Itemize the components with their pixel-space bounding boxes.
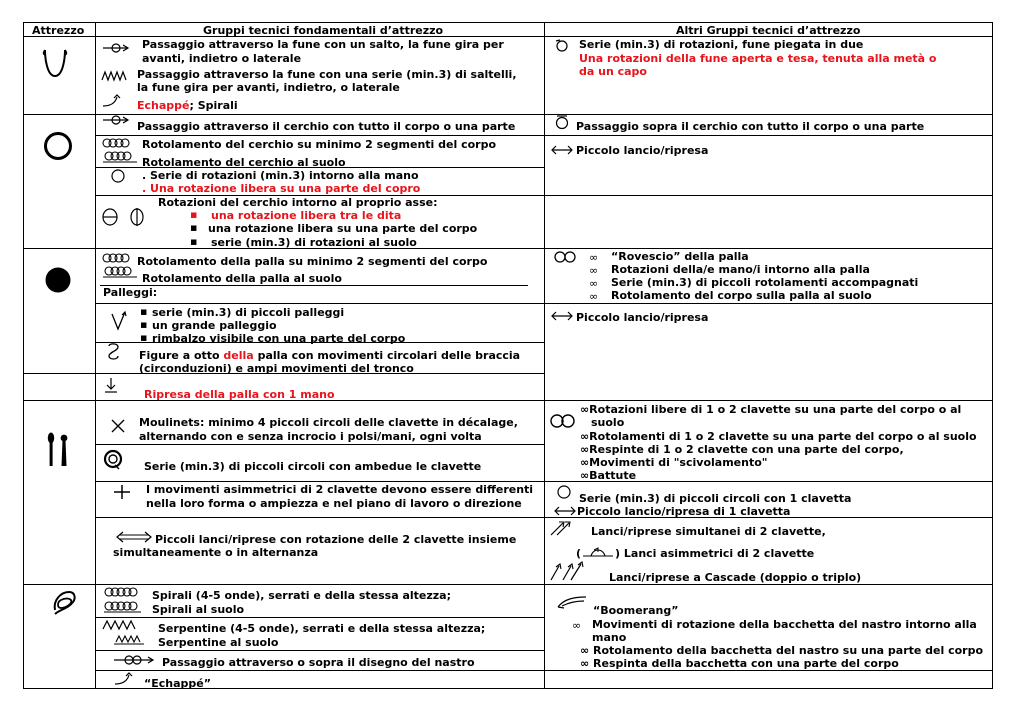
jump-through-icon (101, 42, 131, 54)
clavette-other-8: Piccolo lancio/ripresa di 1 clavetta (577, 505, 791, 518)
bounce-icon (110, 310, 128, 332)
clavette-other-10: ( ) Lanci asimmetrici di 2 clavette (576, 547, 815, 560)
infinity-bullet: ∞ (589, 264, 599, 277)
figure-eight-icon (106, 343, 122, 361)
echappe-icon (101, 94, 125, 108)
clavette-fund-2: alternando con e senza incrocio i polsi/mani, ogni volta (139, 430, 482, 443)
bullet: ▪ (190, 221, 198, 234)
rotations-icon (549, 413, 577, 429)
clavette-other-7: Serie (min.3) di piccoli circoli con 1 clavetta (579, 492, 852, 505)
throw-catch-icon (116, 531, 152, 543)
moulinet-icon (111, 419, 125, 433)
hoop-pass-through-icon (101, 114, 131, 126)
echappe-icon (113, 672, 137, 686)
palla-other-4: Rotolamento del corpo sulla palla al suolo (611, 289, 872, 302)
pass-through-drawing-icon (112, 654, 156, 666)
fune-fund-3: Passaggio attraverso la fune con una serie (min.3) di saltelli, (137, 68, 517, 81)
ball-roll-body-icon (101, 252, 135, 264)
clavette-fund-7: simultaneamente o in alternanza (113, 546, 319, 559)
grid-line (23, 22, 24, 688)
nastro-fund-3: Serpentine (4-5 onde), serrati e della stessa altezza; (158, 622, 486, 635)
asymmetric-icon (113, 484, 131, 500)
palla-other-3: Serie (min.3) di piccoli rotolamenti accompagnati (611, 276, 919, 289)
small-circles-icon (103, 449, 123, 471)
fune-fund-4: la fune gira per avanti, indietro, o laterale (137, 81, 400, 94)
palla-other-5: Piccolo lancio/ripresa (576, 311, 709, 324)
clavette-fund-3: Serie (min.3) di piccoli circoli con ambedue le clavette (144, 460, 482, 473)
cerchio-fund-9: serie (min.3) di rotazioni al suolo (211, 236, 417, 249)
clavette-fund-5: nella loro forma o ampiezza e nel piano di lavoro o direzione (146, 497, 522, 510)
bullet: ▪ (190, 235, 198, 248)
grid-line (23, 584, 993, 585)
cerchio-other-1: Passaggio sopra il cerchio con tutto il corpo o una parte (576, 120, 925, 133)
grid-line (95, 22, 96, 688)
spirals-icon (103, 586, 141, 598)
asymmetric-throw-icon (581, 547, 615, 558)
clavette-other-2: suolo (591, 416, 625, 429)
clavette-fund-1: Moulinets: minimo 4 piccoli circoli delle clavette in décalage, (139, 416, 518, 429)
grid-line (23, 22, 993, 23)
hoop-axis-rotation-icon (101, 208, 149, 226)
palla-fund-3: Palleggi: (103, 286, 158, 299)
infinity-bullet: ∞ (589, 251, 599, 264)
clavette-fund-4: I movimenti asimmetrici di 2 clavette devono essere differenti (146, 483, 534, 496)
clubs-icon (44, 432, 72, 468)
clavette-other-5: ∞Movimenti di "scivolamento" (580, 456, 768, 469)
infinity-bullet: ∞ (572, 619, 582, 632)
serpentine-floor-icon (102, 632, 146, 646)
pass-over-hoop-icon (554, 114, 570, 130)
hoop-hand-rotation-icon (110, 168, 126, 184)
rope-icon (42, 48, 68, 80)
header-other-groups: Altri Gruppi tecnici d’attrezzo (676, 24, 861, 37)
bullet: ▪ (190, 208, 198, 221)
cerchio-fund-4: . Serie di rotazioni (min.3) intorno alla mano (142, 169, 419, 182)
underline (100, 285, 528, 286)
simultaneous-throw-icon (549, 519, 573, 537)
nastro-other-3: mano (592, 631, 627, 644)
nastro-fund-6: “Echappé” (144, 677, 211, 690)
infinity-bullet: ∞ (589, 290, 599, 303)
cascade-throw-icon (549, 561, 589, 581)
nastro-other-2: Movimenti di rotazione della bacchetta del nastro intorno alla (592, 618, 977, 631)
palla-fund-2: Rotolamento della palla al suolo (142, 272, 342, 285)
cerchio-fund-5: . Una rotazione libera su una parte del copro (142, 182, 421, 195)
grid-line (544, 22, 545, 688)
bullet: ▪ (140, 305, 148, 318)
clavette-other-4: ∞Respinte di 1 o 2 clavette con una parte del corpo, (580, 443, 904, 456)
nastro-other-4: ∞ Rotolamento della bacchetta del nastro su una parte del corpo (580, 644, 984, 657)
nastro-fund-4: Serpentine al suolo (158, 636, 279, 649)
palla-fund-5: un grande palleggio (152, 319, 277, 332)
fune-other-2: Una rotazioni della fune aperta e tesa, tenuta alla metà o (579, 52, 937, 65)
throw-catch-icon (553, 505, 577, 517)
cerchio-fund-6: Rotazioni del cerchio intorno al proprio asse: (158, 196, 438, 209)
fune-fund-2: avanti, indietro o laterale (142, 52, 302, 65)
clavette-other-3: ∞Rotolamenti di 1 o 2 clavette su una parte del corpo o al suolo (580, 430, 977, 443)
folded-rope-rotation-icon (552, 39, 572, 53)
grid-line (23, 248, 993, 249)
cerchio-fund-1: Passaggio attraverso il cerchio con tutto il corpo o una parte (137, 120, 516, 133)
throw-catch-icon (550, 310, 574, 322)
hoop-roll-body-icon (101, 137, 135, 149)
throw-catch-icon (550, 144, 574, 156)
clavette-other-9: Lanci/riprese simultanei di 2 clavette, (591, 525, 826, 538)
palla-fund-7: Figure a otto della palla con movimenti circolari delle braccia (139, 349, 521, 362)
fune-other-1: Serie (min.3) di rotazioni, fune piegata in due (579, 38, 864, 51)
ball-icon (44, 266, 72, 294)
palla-fund-4: serie (min.3) di piccoli palleggi (152, 306, 345, 319)
palla-other-1: “Rovescio” della palla (611, 250, 749, 263)
grid-line (23, 114, 993, 115)
bullet: ▪ (140, 331, 148, 344)
palla-fund-9: Ripresa della palla con 1 mano (144, 388, 335, 401)
clavette-other-6: ∞Battute (580, 469, 637, 482)
ball-reverse-icon (553, 251, 579, 263)
cerchio-fund-8: una rotazione libera su una parte del corpo (208, 222, 478, 235)
header-attrezzo: Attrezzo (32, 24, 85, 37)
infinity-bullet: ∞ (589, 277, 599, 290)
palla-fund-6: rimbalzo visibile con una parte del corpo (152, 332, 406, 345)
clavette-other-1: ∞Rotazioni libere di 1 o 2 clavette su una parte del corpo o al (580, 403, 962, 416)
fune-other-3: da un capo (579, 65, 647, 78)
one-hand-catch-icon (103, 377, 119, 395)
grid-line (992, 22, 993, 688)
boomerang-icon (556, 595, 590, 609)
palla-fund-8: (circonduzioni) e ampi movimenti del tronco (139, 362, 414, 375)
clavette-other-11: Lanci/riprese a Cascade (doppio o triplo) (609, 571, 862, 584)
hoop-roll-floor-icon (101, 150, 139, 164)
nastro-fund-1: Spirali (4-5 onde), serrati e della stessa altezza; (152, 589, 451, 602)
grid-line (95, 617, 544, 618)
clavette-fund-6: Piccoli lanci/riprese con rotazione delle 2 clavette insieme (155, 533, 517, 546)
grid-line (95, 650, 544, 651)
single-club-circle-icon (556, 484, 572, 500)
header-fundamental-groups: Gruppi tecnici fondamentali d’attrezzo (203, 24, 444, 37)
nastro-other-1: “Boomerang” (593, 604, 679, 617)
nastro-fund-2: Spirali al suolo (152, 603, 245, 616)
palla-other-2: Rotazioni della/e mano/i intorno alla palla (611, 263, 870, 276)
cerchio-fund-2: Rotolamento del cerchio su minimo 2 segmenti del corpo (142, 138, 497, 151)
skip-series-icon (101, 70, 129, 82)
nastro-other-5: ∞ Respinta della bacchetta con una parte del corpo (580, 657, 899, 670)
bullet: ▪ (140, 318, 148, 331)
grid-line (95, 444, 544, 445)
fune-fund-1: Passaggio attraverso la fune con un salto, la fune gira per (142, 38, 504, 51)
fune-fund-5: Echappé; Spirali (137, 99, 238, 112)
cerchio-fund-3: Rotolamento del cerchio al suolo (142, 156, 346, 169)
spirals-floor-icon (103, 600, 143, 614)
hoop-icon (43, 131, 73, 161)
ball-roll-floor-icon (101, 265, 139, 279)
nastro-fund-5: Passaggio attraverso o sopra il disegno del nastro (162, 656, 475, 669)
ribbon-icon (51, 588, 79, 616)
cerchio-fund-7: una rotazione libera tra le dita (211, 209, 402, 222)
serpentine-icon (102, 619, 138, 631)
palla-fund-1: Rotolamento della palla su minimo 2 segmenti del corpo (137, 255, 488, 268)
cerchio-other-2: Piccolo lancio/ripresa (576, 144, 709, 157)
